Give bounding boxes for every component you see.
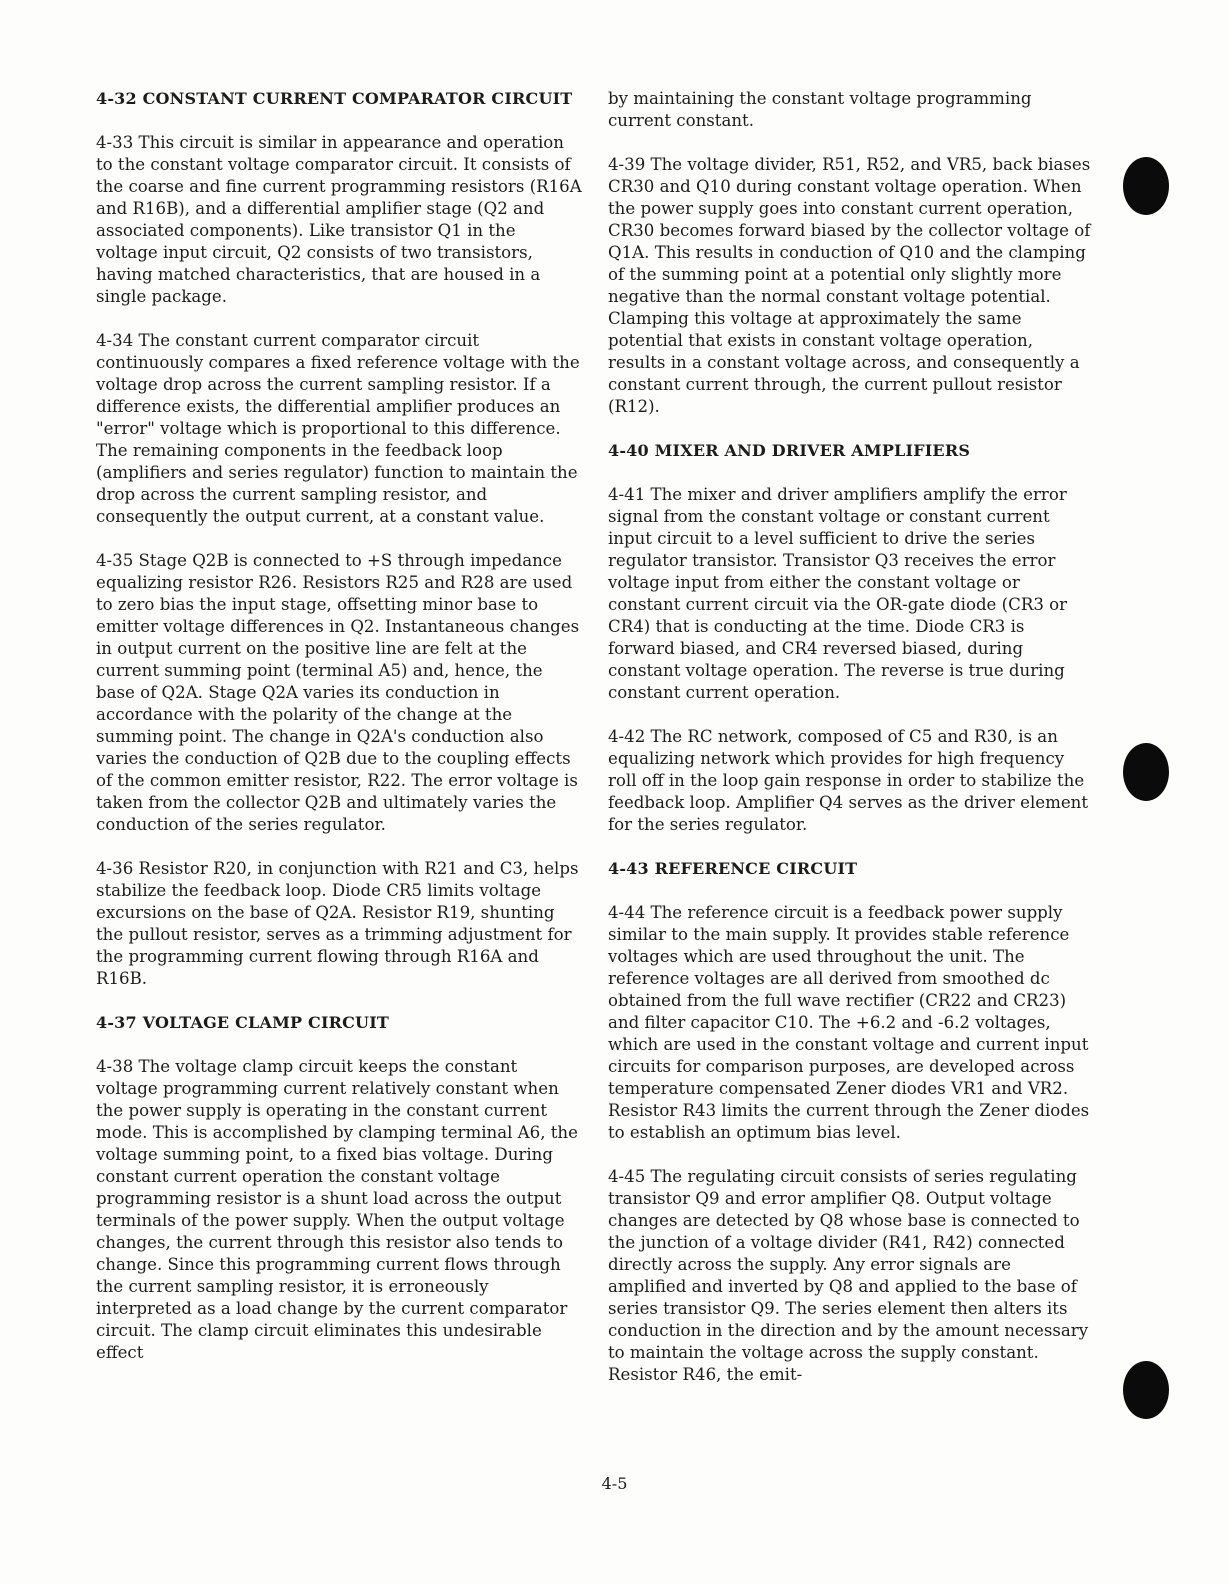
paragraph: 4-33 This circuit is similar in appearance and operation to the constant voltage comparator circuit. It consists of the coarse and fine current programming resistors (R16A and R16B), and a differential amplifier stage (Q2 and associated components). Like transistor Q1 in the voltage input circuit, Q2 consists of two transistors, having matched characteristics, that are housed in a single package.: [96, 133, 582, 306]
paragraph: 4-45 The regulating circuit consists of series regulating transistor Q9 and error amplifier Q8. Output voltage changes are detected by Q8 whose base is connected to the junction of a voltage divider (R41, R42) connected directly across the supply. Any error signals are amplified and inverted by Q8 and applied to the base of series transistor Q9. The series element then alters its conduction in the direction and by the amount necessary to maintain the voltage across the supply constant. Resistor R46, the emit-: [608, 1167, 1089, 1384]
paragraph: 4-38 The voltage clamp circuit keeps the constant voltage programming current relatively constant when the power supply is operating in the constant current mode. This is accomplished by clamping terminal A6, the voltage summing point, to a fixed bias voltage. During constant current operation the constant voltage programming resistor is a shunt load across the output terminals of the power supply. When the output voltage changes, the current through this resistor also tends to change. Since this programming current flows through the current sampling resistor, it is erroneously interpreted as a load change by the current comparator circuit. The clamp circuit eliminates this undesirable effect: [96, 1057, 578, 1362]
section-heading: 4-43 REFERENCE CIRCUIT: [608, 859, 858, 878]
paragraph: 4-34 The constant current comparator circuit continuously compares a fixed reference voltage with the voltage drop across the current sampling resistor. If a difference exists, the differential amplifier produces an "error" voltage which is proportional to this difference. The remaining components in the feedback loop (amplifiers and series regulator) function to maintain the drop across the current sampling resistor, and consequently the output current, at a constant value.: [96, 331, 580, 526]
section-heading: 4-37 VOLTAGE CLAMP CIRCUIT: [96, 1013, 390, 1032]
paragraph: 4-39 The voltage divider, R51, R52, and VR5, back biases CR30 and Q10 during constant voltage operation. When the power supply goes into constant current operation, CR30 becomes forward biased by the collector voltage of Q1A. This results in conduction of Q10 and the clamping of the summing point at a potential only slightly more negative than the normal constant voltage potential. Clamping this voltage at approximately the same potential that exists in constant voltage operation, results in a constant voltage across, and consequently a constant current through, the current pullout resistor (R12).: [608, 155, 1091, 416]
paragraph: by maintaining the constant voltage programming current constant.: [608, 89, 1032, 130]
paragraph: 4-36 Resistor R20, in conjunction with R21 and C3, helps stabilize the feedback loop. Diode CR5 limits voltage excursions on the base of Q2A. Resistor R19, shunting the pullout resistor, serves as a trimming adjustment for the programming current flowing through R16A and R16B.: [96, 859, 579, 988]
left-column: [96, 88, 582, 1386]
binder-hole-icon: [1123, 157, 1169, 215]
section-heading: 4-40 MIXER AND DRIVER AMPLIFIERS: [608, 441, 971, 460]
page-number: 4-5: [601, 1474, 628, 1493]
binder-hole-icon: [1123, 743, 1169, 801]
paragraph: 4-44 The reference circuit is a feedback power supply similar to the main supply. It provides stable reference voltages which are used throughout the unit. The reference voltages are all derived from smoothed dc obtained from the full wave rectifier (CR22 and CR23) and filter capacitor C10. The +6.2 and -6.2 voltages, which are used in the constant voltage and current input circuits for comparison purposes, are developed across temperature compensated Zener diodes VR1 and VR2. Resistor R43 limits the current through the Zener diodes to establish an optimum bias level.: [608, 903, 1090, 1142]
section-heading: 4-32 CONSTANT CURRENT COMPARATOR CIRCUIT: [96, 89, 573, 108]
right-column: [608, 88, 1094, 1408]
paragraph: 4-41 The mixer and driver amplifiers amplify the error signal from the constant voltage or constant current input circuit to a level sufficient to drive the series regulator transistor. Transistor Q3 receives the error voltage input from either the constant voltage or constant current circuit via the OR-gate diode (CR3 or CR4) that is conducting at the time. Diode CR3 is forward biased, and CR4 reversed biased, during constant voltage operation. The reverse is true during constant current operation.: [608, 485, 1068, 702]
paragraph: 4-35 Stage Q2B is connected to +S through impedance equalizing resistor R26. Resistors R25 and R28 are used to zero bias the input stage, offsetting minor base to emitter voltage differences in Q2. Instantaneous changes in output current on the positive line are felt at the current summing point (terminal A5) and, hence, the base of Q2A. Stage Q2A varies its conduction in accordance with the polarity of the change at the summing point. The change in Q2A's conduction also varies the conduction of Q2B due to the coupling effects of the common emitter resistor, R22. The error voltage is taken from the collector Q2B and ultimately varies the conduction of the series regulator.: [96, 551, 580, 834]
binder-hole-icon: [1123, 1361, 1169, 1419]
paragraph: 4-42 The RC network, composed of C5 and R30, is an equalizing network which provides for high frequency roll off in the loop gain response in order to stabilize the feedback loop. Amplifier Q4 serves as the driver element for the series regulator.: [608, 727, 1088, 834]
